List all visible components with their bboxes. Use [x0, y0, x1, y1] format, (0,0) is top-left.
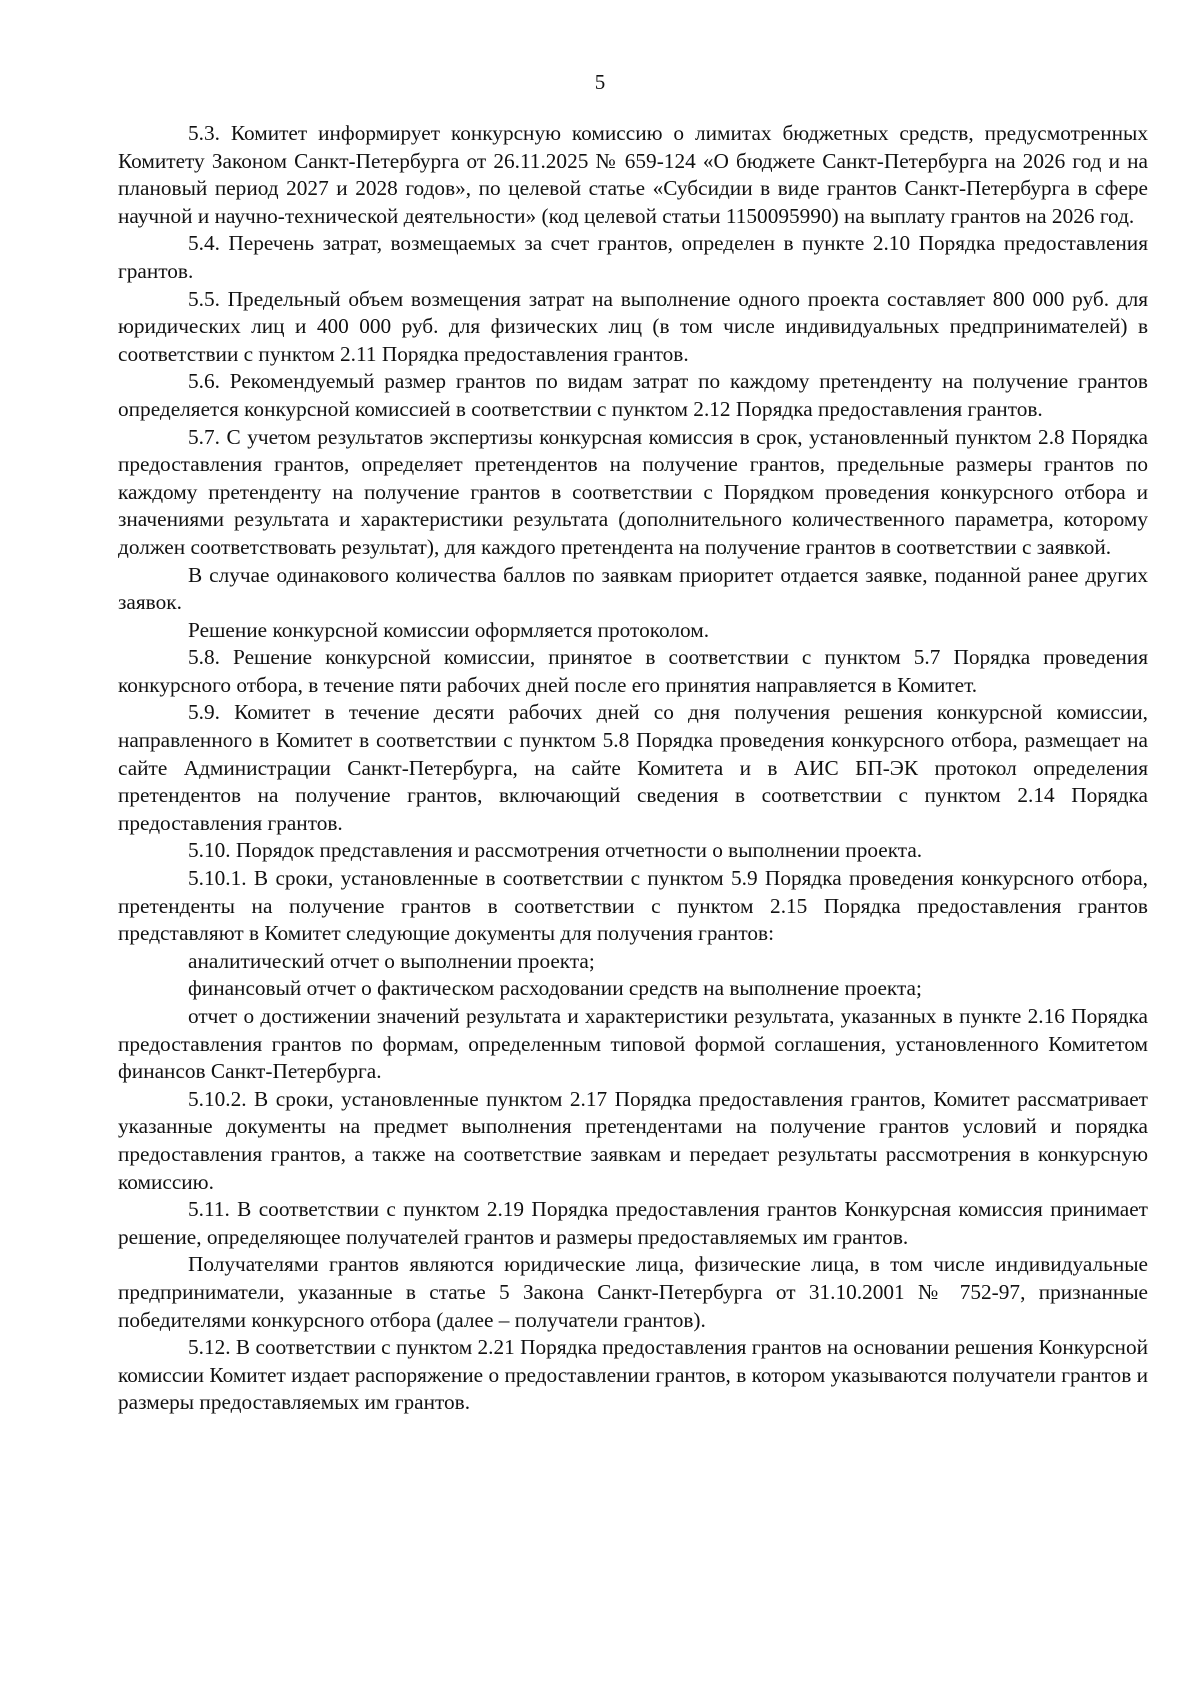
paragraph-5-6: 5.6. Рекомендуемый размер грантов по видам затрат по каждому претенденту на получение грантов определяется конкурсной комиссией в соответствии с пунктом 2.12 Порядка предоставления грантов.: [118, 369, 1148, 421]
paragraph-5-10-2: 5.10.2. В сроки, установленные пунктом 2.17 Порядка предоставления грантов, Комитет рассматривает указанные документы на предмет выполнения претендентами на получение грантов условий и порядка предоставления грантов, а также на соответствие заявкам и передает результаты рассмотрения в конкурсную комиссию.: [118, 1086, 1148, 1194]
paragraph-5-10-1: 5.10.1. В сроки, установленные в соответствии с пунктом 5.9 Порядка проведения конкурсного отбора, претенденты на получение грантов в соответствии с пунктом 2.15 Порядка предоставления грантов представляют в Комитет следующие документы для получения грантов:: [118, 866, 1148, 946]
list-item-results-report: отчет о достижении значений результата и характеристики результата, указанных в пункте 2.16 Порядка предоставления грантов по формам, определенным типовой формой соглашения, установленного Комитетом финансов Санкт-Петербурга.: [118, 1004, 1148, 1084]
paragraph-recipients: Получателями грантов являются юридические лица, физические лица, в том числе индивидуальные предприниматели, указанные в статье 5 Закона Санкт-Петербурга от 31.10.2001 № 752-97, признанные победителями конкурсного отбора (далее – получатели грантов).: [118, 1252, 1148, 1332]
paragraph-5-3: 5.3. Комитет информирует конкурсную комиссию о лимитах бюджетных средств, предусмотренных Комитету Законом Санкт-Петербурга от 26.11.2025 № 659-124 «О бюджете Санкт-Петербурга на 2026 год и на плановый период 2027 и 2028 годов», по целевой статье «Субсидии в виде грантов Санкт-Петербурга в сфере научной и научно-технической деятельности» (код целевой статьи 1150095990) на выплату грантов на 2026 год.: [118, 121, 1148, 228]
paragraph-5-7: 5.7. С учетом результатов экспертизы конкурсная комиссия в срок, установленный пунктом 2.8 Порядка предоставления грантов, определяет претендентов на получение грантов, предельные размеры грантов по каждому претенденту на получение грантов в соответствии с Порядком проведения конкурсного отбора и значениями результата и характеристики результата (дополнительного количественного параметра, которому должен соответствовать результат), для каждого претендента на получение грантов в соответствии с заявкой.: [118, 424, 1148, 559]
list-item-analytic-report: аналитический отчет о выполнении проекта;: [188, 948, 595, 973]
list-item-financial-report: финансовый отчет о фактическом расходовании средств на выполнение проекта;: [188, 976, 922, 1001]
page-number: 5: [594, 70, 606, 94]
paragraph-5-12: 5.12. В соответствии с пунктом 2.21 Порядка предоставления грантов на основании решения Конкурсной комиссии Комитет издает распоряжение о предоставлении грантов, в котором указываются получатели грантов и размеры предоставляемых им грантов.: [118, 1335, 1148, 1415]
paragraph-5-10: 5.10. Порядок представления и рассмотрения отчетности о выполнении проекта.: [188, 838, 923, 863]
paragraph-5-11: 5.11. В соответствии с пунктом 2.19 Порядка предоставления грантов Конкурсная комиссия принимает решение, определяющее получателей грантов и размеры предоставляемых им грантов.: [118, 1197, 1148, 1249]
document-body: [118, 120, 1148, 1417]
paragraph-5-4: 5.4. Перечень затрат, возмещаемых за счет грантов, определен в пункте 2.10 Порядка предоставления грантов.: [118, 231, 1148, 283]
paragraph-5-5: 5.5. Предельный объем возмещения затрат на выполнение одного проекта составляет 800 000 руб. для юридических лиц и 400 000 руб. для физических лиц (в том числе индивидуальных предпринимателей) в соответствии с пунктом 2.11 Порядка предоставления грантов.: [118, 286, 1148, 366]
paragraph-equal-scores: В случае одинакового количества баллов по заявкам приоритет отдается заявке, поданной ранее других заявок.: [118, 562, 1148, 615]
paragraph-5-8: 5.8. Решение конкурсной комиссии, принятое в соответствии с пунктом 5.7 Порядка проведения конкурсного отбора, в течение пяти рабочих дней после его принятия направляется в Комитет.: [118, 645, 1148, 697]
paragraph-5-9: 5.9. Комитет в течение десяти рабочих дней со дня получения решения конкурсной комиссии, направленного в Комитет в соответствии с пунктом 5.8 Порядка проведения конкурсного отбора, размещает на сайте Администрации Санкт-Петербурга, на сайте Комитета и в АИС БП-ЭК протокол определения претендентов на получение грантов, включающий сведения в соответствии с пунктом 2.14 Порядка предоставления грантов.: [118, 700, 1148, 835]
paragraph-protocol: Решение конкурсной комиссии оформляется протоколом.: [188, 617, 710, 642]
